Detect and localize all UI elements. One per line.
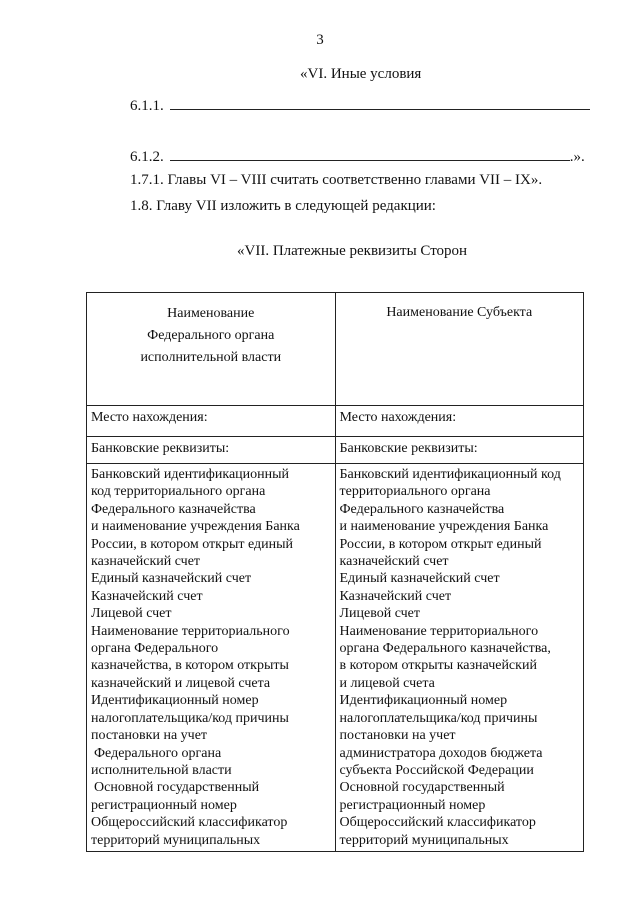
payment-requisites-table bbox=[86, 292, 584, 852]
details-line: Лицевой счет bbox=[91, 606, 172, 622]
details-line: исполнительной власти bbox=[91, 762, 232, 778]
clause-number: 6.1.2. bbox=[130, 149, 164, 165]
details-line: регистрационный номер bbox=[91, 797, 237, 813]
table-row-bank bbox=[87, 437, 584, 464]
details-line: постановки на учет bbox=[91, 728, 208, 744]
details-left-cell bbox=[87, 464, 336, 852]
details-line: в котором открыты казначейский bbox=[339, 658, 537, 674]
clause-6-1-1 bbox=[130, 95, 590, 115]
details-line: налогоплательщика/код причины bbox=[91, 710, 289, 726]
details-line: России, в котором открыт единый bbox=[91, 536, 294, 552]
details-line: налогоплательщика/код причины bbox=[339, 710, 538, 726]
details-line: территорий муниципальных bbox=[339, 832, 509, 848]
details-line: постановки на учет bbox=[339, 728, 456, 744]
details-line: и наименование учреждения Банка bbox=[91, 519, 300, 535]
details-line: Общероссийский классификатор bbox=[339, 815, 536, 831]
details-line: Банковский идентификационный код bbox=[339, 467, 561, 482]
details-line: органа Федерального казначейства, bbox=[339, 641, 551, 657]
details-line: казначейский счет bbox=[91, 554, 201, 570]
details-line: органа Федерального bbox=[91, 641, 219, 657]
bank-left-cell: Банковские реквизиты: bbox=[87, 437, 336, 464]
header-left-line: исполнительной власти bbox=[140, 350, 282, 365]
clause-number: 6.1.1. bbox=[130, 98, 164, 114]
details-line: Лицевой счет bbox=[339, 606, 421, 622]
header-right-cell bbox=[335, 293, 584, 406]
details-line: Банковский идентификационный bbox=[91, 467, 290, 482]
header-right-text: Наименование Субъекта bbox=[386, 305, 533, 320]
details-line: казначейства, в котором открыты bbox=[91, 658, 289, 674]
details-line: Федерального казначейства bbox=[91, 501, 256, 517]
section-subtitle: «VII. Платежные реквизиты Сторон bbox=[237, 243, 468, 259]
details-line: Общероссийский классификатор bbox=[91, 815, 288, 831]
paragraph-1-7-1: 1.7.1. Главы VI – VIII считать соответственно главами VII – IX». bbox=[130, 172, 543, 188]
clause-suffix: .». bbox=[569, 149, 585, 165]
details-line: и лицевой счета bbox=[339, 675, 435, 691]
details-line: администратора доходов бюджета bbox=[339, 745, 543, 761]
page-number: 3 bbox=[316, 32, 324, 48]
details-line: Единый казначейский счет bbox=[339, 571, 500, 587]
header-left-line: Наименование bbox=[167, 306, 255, 321]
details-line: Идентификационный номер bbox=[91, 693, 259, 709]
details-right-cell bbox=[335, 464, 584, 852]
details-line: территорий муниципальных bbox=[91, 832, 261, 848]
details-line: и наименование учреждения Банка bbox=[339, 519, 549, 535]
details-line: Основной государственный bbox=[339, 780, 505, 796]
details-line: казначейский и лицевой счета bbox=[91, 675, 271, 691]
table-row-details bbox=[87, 464, 584, 852]
details-line: Наименование территориального bbox=[91, 623, 290, 639]
details-line: Наименование территориального bbox=[339, 623, 539, 639]
details-line: регистрационный номер bbox=[339, 797, 486, 813]
table-header-row bbox=[87, 293, 584, 406]
details-line: Единый казначейский счет bbox=[91, 571, 252, 587]
header-left-cell bbox=[87, 293, 336, 406]
section-title: «VI. Иные условия bbox=[300, 66, 422, 82]
location-left-cell: Место нахождения: bbox=[87, 406, 336, 437]
details-line: код территориального органа bbox=[91, 484, 266, 500]
details-line: казначейский счет bbox=[339, 554, 449, 570]
location-right-cell: Место нахождения: bbox=[335, 406, 584, 437]
table-row-location bbox=[87, 406, 584, 437]
blank-fill-line bbox=[170, 95, 590, 110]
details-line: субъекта Российской Федерации bbox=[339, 762, 534, 778]
details-line: Идентификационный номер bbox=[339, 693, 508, 709]
details-line: Федерального органа bbox=[94, 745, 222, 761]
bank-right-cell: Банковские реквизиты: bbox=[335, 437, 584, 464]
blank-fill-line bbox=[170, 146, 570, 161]
details-line: Казначейский счет bbox=[339, 588, 452, 604]
header-left-line: Федерального органа bbox=[147, 328, 275, 343]
details-line: России, в котором открыт единый bbox=[339, 536, 542, 552]
details-line: территориального органа bbox=[339, 484, 491, 500]
details-line: Основной государственный bbox=[94, 780, 260, 796]
details-line: Федерального казначейства bbox=[339, 501, 505, 517]
clause-6-1-2 bbox=[130, 146, 585, 166]
paragraph-1-8: 1.8. Главу VII изложить в следующей редакции: bbox=[130, 198, 436, 214]
details-line: Казначейский счет bbox=[91, 588, 203, 604]
